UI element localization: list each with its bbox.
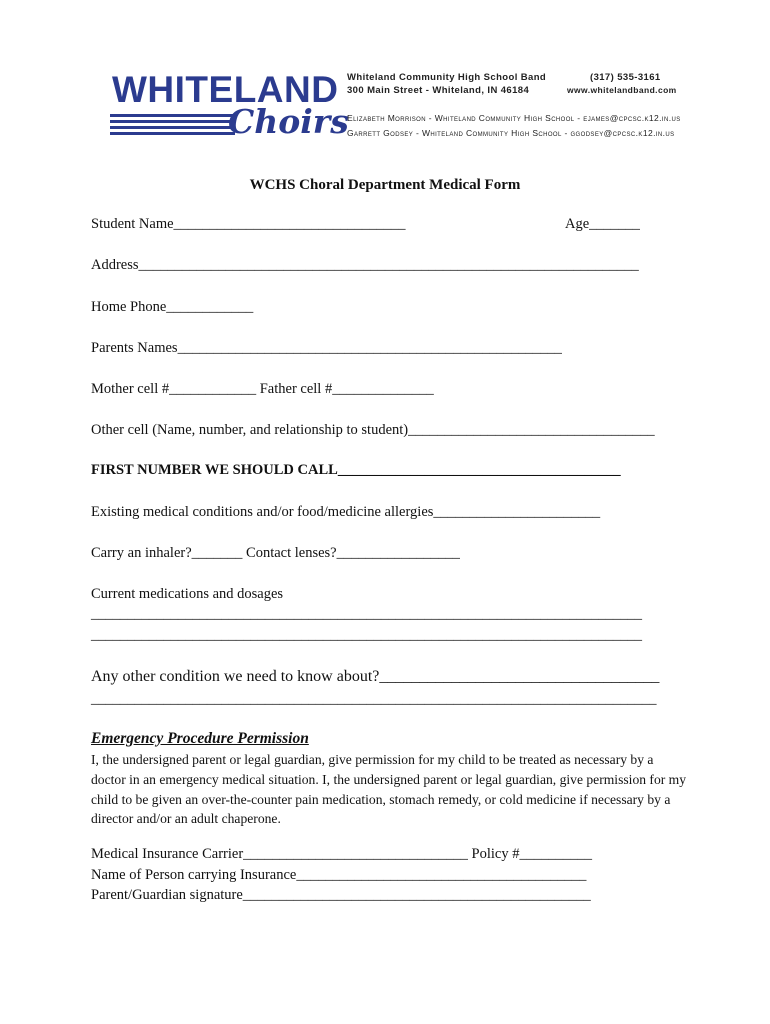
first-number-field[interactable]: FIRST NUMBER WE SHOULD CALL_______________________________________: [91, 462, 621, 478]
home-phone-field[interactable]: Home Phone____________: [91, 299, 254, 315]
whiteland-choirs-logo: [110, 69, 349, 142]
org-phone: (317) 535-3161: [590, 72, 661, 83]
logo-script: Choirs: [228, 102, 349, 141]
emergency-permission-text: I, the undersigned parent or legal guardian, give permission for my child to be treated as necessary by a doctor in an emergency medical situation. I, the undersigned parent or legal guardian, give permission for my child to be given an over-the-counter pain medication, stomach remedy, or cold medicine if necessary by a director and/or an adult chaperone.: [91, 752, 687, 827]
contact-morrison: Elizabeth Morrison - Whiteland Community High School - ejames@cpcsc.k12.in.us: [347, 113, 681, 123]
medications-label: Current medications and dosages: [91, 586, 284, 602]
emergency-section-title: Emergency Procedure Permission: [91, 730, 309, 747]
other-cell-field[interactable]: Other cell (Name, number, and relationship to student)__________________________________: [91, 422, 655, 438]
form-title: WCHS Choral Department Medical Form: [249, 177, 521, 193]
guardian-signature-field[interactable]: Parent/Guardian signature________________________________________________: [91, 887, 591, 903]
parents-names-field[interactable]: Parents Names_____________________________________________________: [91, 340, 562, 356]
age-field[interactable]: Age_______: [565, 216, 640, 232]
existing-conditions-field[interactable]: Existing medical conditions and/or food/medicine allergies_______________________: [91, 504, 601, 520]
insurance-carrier-field[interactable]: Medical Insurance Carrier_______________________________ Policy #__________: [91, 846, 592, 862]
medications-line-2[interactable]: ____________________________________________________________________________: [91, 627, 642, 643]
address-field[interactable]: Address_____________________________________________________________________: [91, 257, 639, 273]
org-website: www.whitelandband.com: [567, 85, 677, 95]
parent-cell-fields[interactable]: Mother cell #____________ Father cell #______________: [91, 381, 434, 397]
medications-line-1[interactable]: ____________________________________________________________________________: [91, 606, 642, 622]
org-name: Whiteland Community High School Band: [347, 72, 547, 83]
inhaler-lenses-field[interactable]: Carry an inhaler?_______ Contact lenses?_________________: [91, 545, 460, 561]
student-name-field[interactable]: Student Name________________________________: [91, 216, 406, 232]
contact-godsey: Garrett Godsey - Whiteland Community High School - ggodsey@cpcsc.k12.in.us: [347, 128, 675, 138]
org-address: 300 Main Street - Whiteland, IN 46184: [347, 85, 530, 96]
other-condition-field[interactable]: Any other condition we need to know about?___________________________________: [91, 668, 660, 685]
other-condition-line[interactable]: ______________________________________________________________________________: [91, 691, 657, 707]
insurance-person-field[interactable]: Name of Person carrying Insurance________________________________________: [91, 867, 587, 883]
logo-stripes: [110, 114, 235, 138]
logo-wordmark: WHITELAND: [112, 69, 339, 110]
